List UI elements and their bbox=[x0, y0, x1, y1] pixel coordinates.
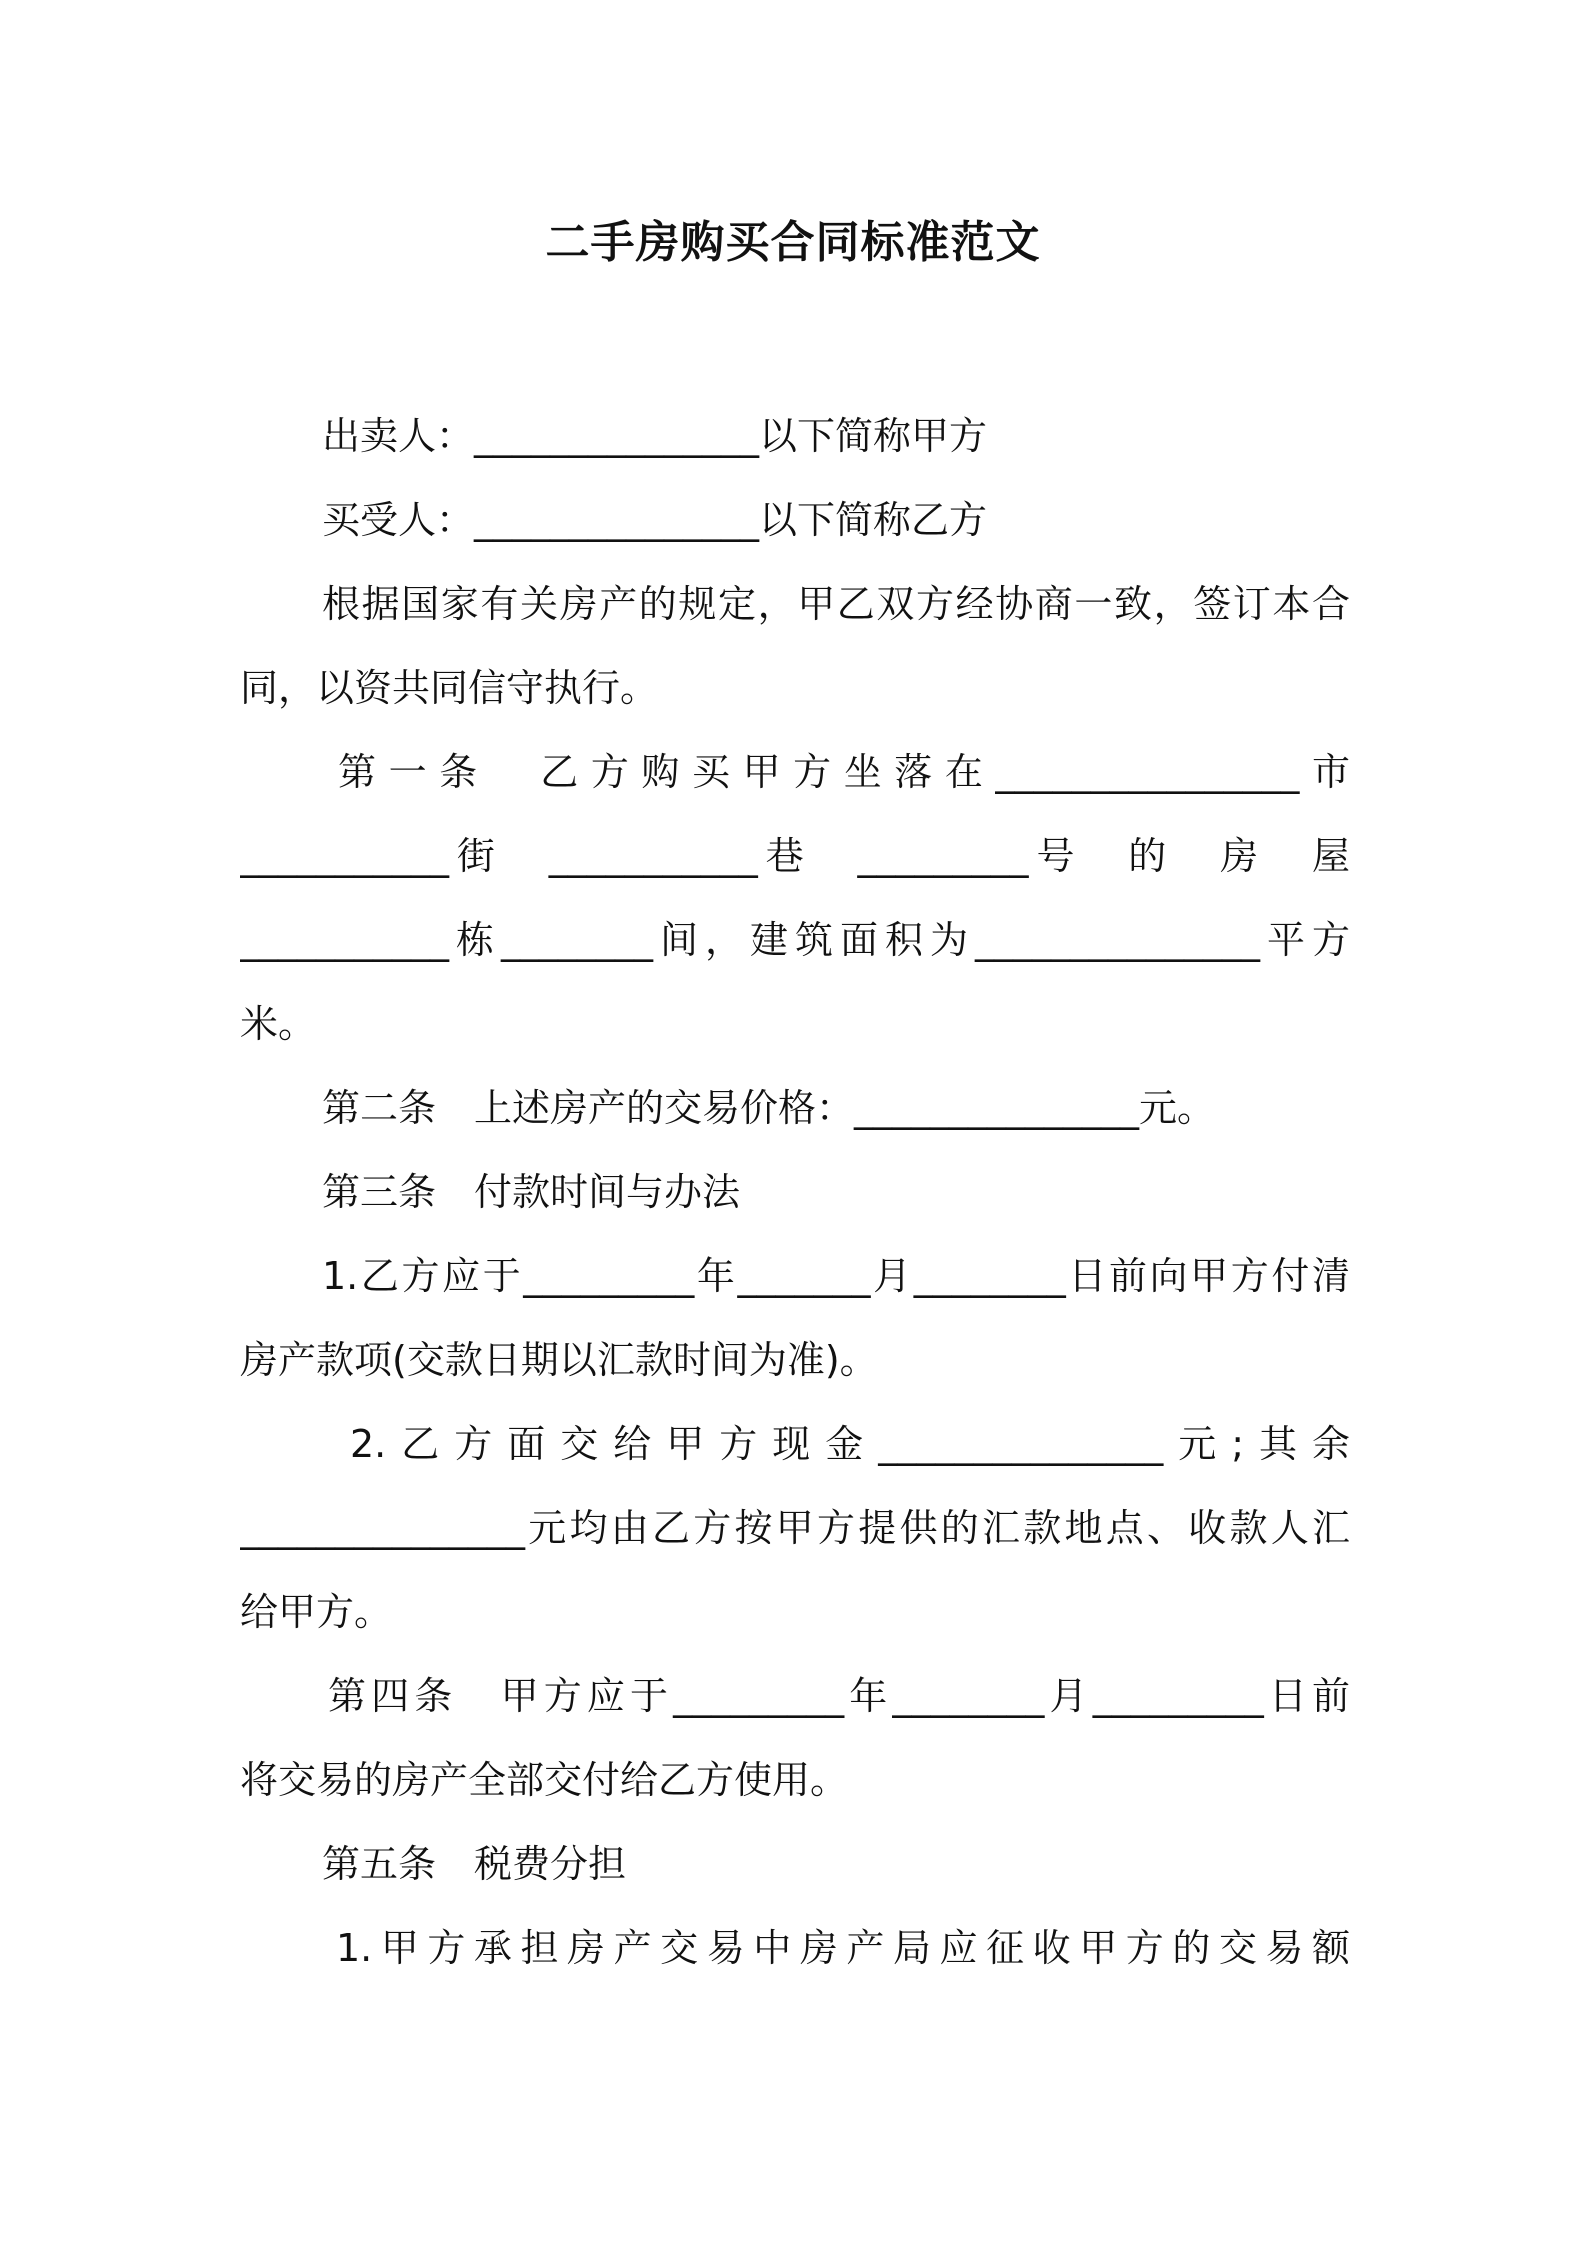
article-1-line-1: 第一条 乙方购买甲方坐落在________________市 bbox=[338, 750, 1350, 794]
article-3-item-1-line-1: 1.乙方应于_________年_______月________日前向甲方付清 bbox=[322, 1254, 1350, 1298]
preamble-line-2: 同，以资共同信守执行。 bbox=[240, 666, 659, 710]
article-1-line-3: ___________栋________间，建筑面积为_______________平方 bbox=[240, 918, 1350, 962]
article-5-item-1-line-1: 1.甲方承担房产交易中房产局应征收甲方的交易额 bbox=[336, 1926, 1350, 1970]
article-3-item-2-line-3: 给甲方。 bbox=[240, 1590, 393, 1634]
article-1-line-4: 米。 bbox=[240, 1002, 317, 1046]
article-3-item-1-line-2: 房产款项(交款日期以汇款时间为准)。 bbox=[240, 1338, 878, 1382]
seller-line: 出卖人：_______________以下简称甲方 bbox=[322, 414, 988, 458]
article-4-line-2: 将交易的房产全部交付给乙方使用。 bbox=[240, 1758, 849, 1802]
article-3-item-2-line-2: _______________元均由乙方按甲方提供的汇款地点、收款人汇 bbox=[240, 1506, 1350, 1550]
buyer-line: 买受人：_______________以下简称乙方 bbox=[322, 498, 988, 542]
article-2-line: 第二条 上述房产的交易价格：_______________元。 bbox=[322, 1086, 1216, 1130]
article-3-item-2-line-1: 2.乙方面交给甲方现金_______________元;其余 bbox=[350, 1422, 1350, 1466]
article-4-line-1: 第四条 甲方应于_________年________月_________日前 bbox=[328, 1674, 1350, 1718]
preamble-line-1: 根据国家有关房产的规定，甲乙双方经协商一致，签订本合 bbox=[322, 582, 1350, 626]
document-title: 二手房购买合同标准范文 bbox=[545, 217, 1041, 268]
article-1-line-2: ___________街 ___________巷 _________号 的 房 屋 bbox=[240, 834, 1350, 878]
article-3-heading: 第三条 付款时间与办法 bbox=[322, 1170, 741, 1214]
article-5-heading: 第五条 税费分担 bbox=[322, 1842, 627, 1886]
